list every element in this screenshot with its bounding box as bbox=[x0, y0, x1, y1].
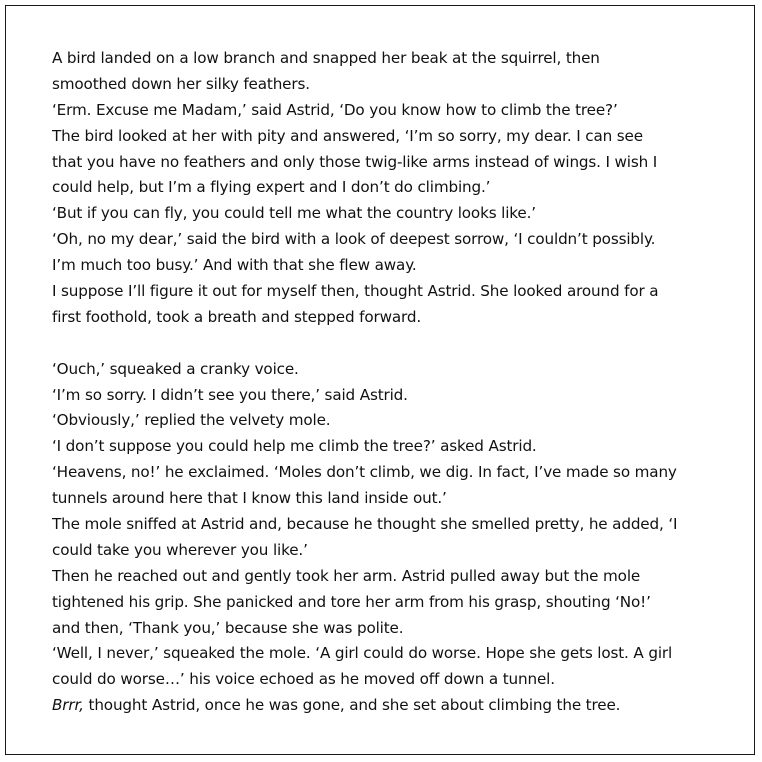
text-line: ‘Erm. Excuse me Madam,’ said Astrid, ‘Do you know how to climb the tree?’ bbox=[52, 100, 618, 119]
text-line: The mole sniffed at Astrid and, because he thought she smelled pretty, he added, ‘I bbox=[52, 515, 678, 534]
text-line: ‘I’m so sorry. I didn’t see you there,’ said Astrid. bbox=[52, 385, 408, 404]
page-frame bbox=[5, 5, 755, 755]
text-line: that you have no feathers and only those twig-like arms instead of wings. I wish I bbox=[52, 152, 658, 171]
text-line: tunnels around here that I know this land inside out.’ bbox=[52, 489, 447, 508]
text-line: could take you wherever you like.’ bbox=[52, 540, 308, 559]
text-line: smoothed down her silky feathers. bbox=[52, 74, 310, 93]
italic-brrr: Brrr, bbox=[52, 696, 84, 715]
text-line: first foothold, took a breath and stepped forward. bbox=[52, 307, 421, 326]
story-text bbox=[52, 46, 732, 719]
paragraph-break bbox=[52, 331, 732, 357]
final-line-rest: thought Astrid, once he was gone, and she set about climbing the tree. bbox=[83, 696, 621, 715]
text-line: ‘Well, I never,’ squeaked the mole. ‘A girl could do worse. Hope she gets lost. A girl bbox=[52, 644, 673, 663]
paragraph-mole bbox=[52, 357, 732, 719]
text-line: ‘Heavens, no!’ he exclaimed. ‘Moles don’t climb, we dig. In fact, I’ve made so many bbox=[52, 463, 677, 482]
text-line: The bird looked at her with pity and answered, ‘I’m so sorry, my dear. I can see bbox=[52, 126, 643, 145]
text-line: tightened his grip. She panicked and tore her arm from his grasp, shouting ‘No!’ bbox=[52, 592, 651, 611]
text-line: ‘Ouch,’ squeaked a cranky voice. bbox=[52, 359, 299, 378]
text-line: ‘But if you can fly, you could tell me what the country looks like.’ bbox=[52, 204, 536, 223]
paragraph-bird bbox=[52, 46, 732, 331]
text-line: could do worse…’ his voice echoed as he moved off down a tunnel. bbox=[52, 670, 555, 689]
final-line bbox=[52, 693, 732, 719]
text-line: A bird landed on a low branch and snapped her beak at the squirrel, then bbox=[52, 49, 600, 67]
text-line: I’m much too busy.’ And with that she flew away. bbox=[52, 256, 417, 275]
text-line: and then, ‘Thank you,’ because she was polite. bbox=[52, 618, 404, 637]
text-line: ‘Oh, no my dear,’ said the bird with a look of deepest sorrow, ‘I couldn’t possibly. bbox=[52, 230, 656, 249]
text-line: Then he reached out and gently took her arm. Astrid pulled away but the mole bbox=[52, 566, 641, 585]
text-line: ‘Obviously,’ replied the velvety mole. bbox=[52, 411, 331, 430]
text-line: ‘I don’t suppose you could help me climb the tree?’ asked Astrid. bbox=[52, 437, 537, 456]
text-line: I suppose I’ll figure it out for myself then, thought Astrid. She looked around for a bbox=[52, 282, 659, 301]
text-line: could help, but I’m a flying expert and I don’t do climbing.’ bbox=[52, 178, 491, 197]
